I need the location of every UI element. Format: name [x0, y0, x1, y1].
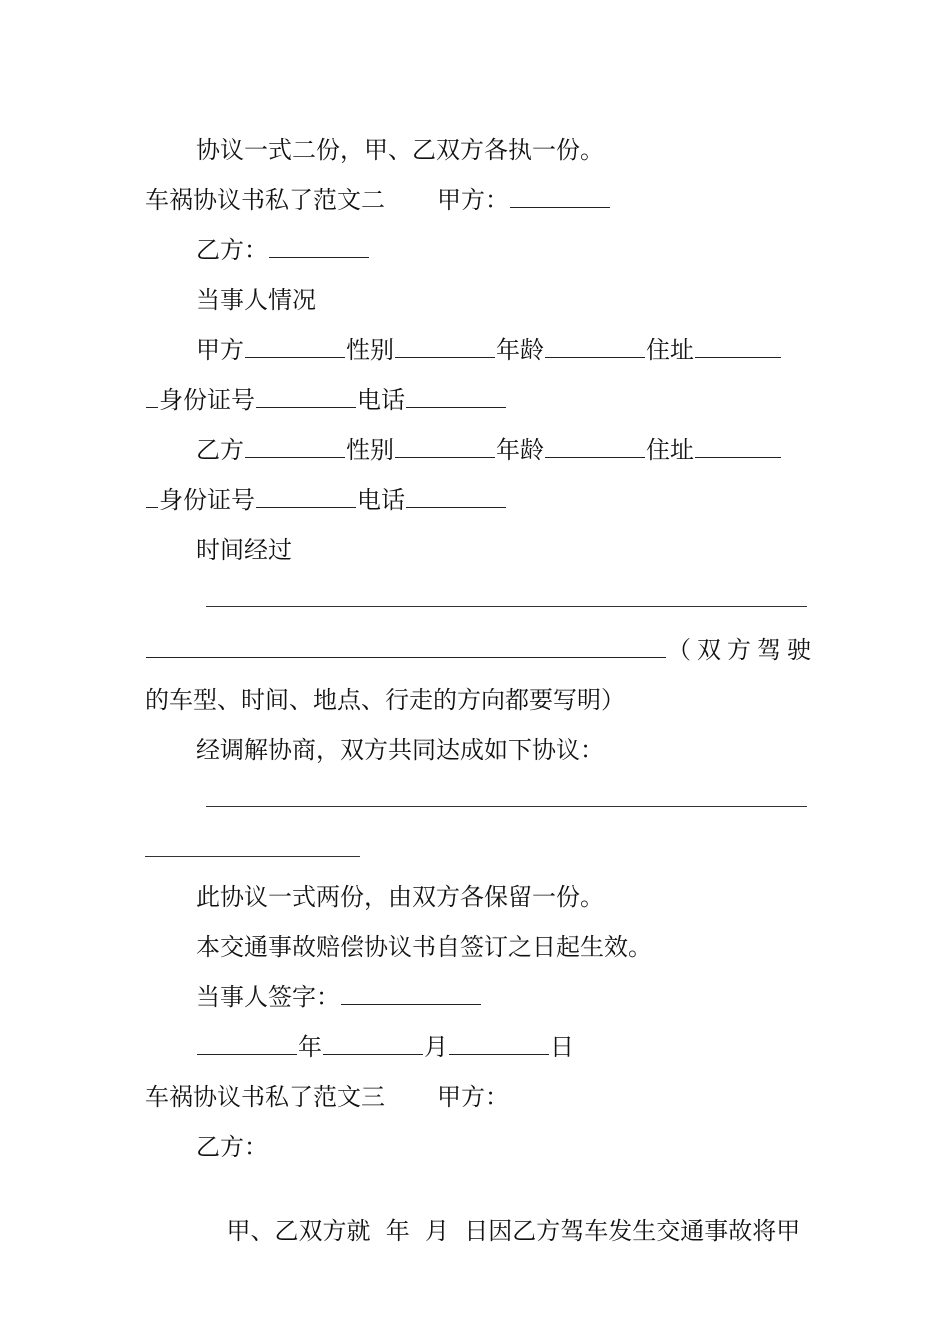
a-name-label: 甲方 [196, 336, 244, 364]
a-id-blank [256, 385, 356, 408]
section-title-2: 车祸协议书私了范文二 [145, 186, 385, 214]
accident-line [196, 1180, 807, 1245]
accident-text: 甲、乙双方就 年 月 日因乙方驾车发生交通事故将甲 [226, 1217, 801, 1245]
a-age-label: 年龄 [496, 336, 544, 364]
parties-heading-line [196, 283, 807, 317]
party-a-label-3: 甲方： [437, 1083, 509, 1111]
b-address-blank-cont [146, 485, 158, 508]
party-a-label: 甲方： [437, 186, 509, 214]
b-age-label: 年龄 [496, 436, 544, 464]
copies-line-2 [196, 880, 807, 914]
party-a-id-row [145, 383, 807, 417]
party-a-blank [510, 185, 610, 208]
time-label: 时间经过 [196, 536, 292, 564]
month-blank [323, 1032, 423, 1055]
time-blank-2 [146, 635, 666, 658]
a-phone-label: 电话 [357, 386, 405, 414]
b-id-label: 身份证号 [159, 486, 255, 514]
copies-text: 协议一式二份，甲、乙双方各执一份。 [196, 136, 604, 164]
day-blank [449, 1032, 549, 1055]
note-line [145, 683, 807, 717]
mediation-text: 经调解协商，双方共同达成如下协议： [196, 736, 604, 764]
b-phone-blank [406, 485, 506, 508]
a-age-blank [545, 335, 645, 358]
effective-line [196, 930, 807, 964]
party-b-blank [269, 235, 369, 258]
b-address-label: 住址 [646, 436, 694, 464]
section-title-3: 车祸协议书私了范文三 [145, 1083, 385, 1111]
a-address-blank-cont [146, 385, 158, 408]
time-blank-line-1 [206, 606, 807, 607]
party-b-line [196, 233, 807, 267]
signature-blank [341, 982, 481, 1005]
b-name-blank [245, 435, 345, 458]
agreement-blank-line-2 [145, 856, 360, 857]
a-gender-blank [395, 335, 495, 358]
copies-text-2: 此协议一式两份，由双方各保留一份。 [196, 883, 604, 911]
copies-line-1 [196, 133, 807, 167]
a-gender-label: 性别 [346, 336, 394, 364]
b-gender-blank [395, 435, 495, 458]
party-b-label: 乙方： [196, 236, 268, 264]
b-age-blank [545, 435, 645, 458]
agreement-blank-line-1 [206, 806, 807, 807]
month-label: 月 [424, 1033, 448, 1061]
mediation-line [196, 733, 807, 767]
a-address-blank [695, 335, 781, 358]
party-b-info-row [196, 433, 807, 467]
title-3-line [145, 1080, 807, 1114]
b-address-blank [695, 435, 781, 458]
effective-text: 本交通事故赔偿协议书自签订之日起生效。 [196, 933, 652, 961]
b-gender-label: 性别 [346, 436, 394, 464]
note-open-text: （双方驾驶 [667, 636, 817, 664]
party-b-line-3 [196, 1130, 807, 1164]
time-heading-line [196, 533, 807, 567]
title-2-line [145, 183, 807, 217]
a-id-label: 身份证号 [159, 386, 255, 414]
b-name-label: 乙方 [196, 436, 244, 464]
note-close-text: 的车型、时间、地点、行走的方向都要写明） [145, 686, 625, 714]
time-blank-line-2 [145, 633, 817, 667]
year-blank [197, 1032, 297, 1055]
a-name-blank [245, 335, 345, 358]
parties-heading: 当事人情况 [196, 286, 316, 314]
b-id-blank [256, 485, 356, 508]
party-a-info-row [196, 333, 807, 367]
year-label: 年 [298, 1033, 322, 1061]
b-phone-label: 电话 [357, 486, 405, 514]
date-line [196, 1030, 807, 1064]
signature-line [196, 980, 807, 1014]
party-b-label-3: 乙方： [196, 1133, 268, 1161]
a-phone-blank [406, 385, 506, 408]
day-label: 日 [550, 1033, 574, 1061]
a-address-label: 住址 [646, 336, 694, 364]
party-b-id-row [145, 483, 807, 517]
signature-label: 当事人签字： [196, 983, 340, 1011]
